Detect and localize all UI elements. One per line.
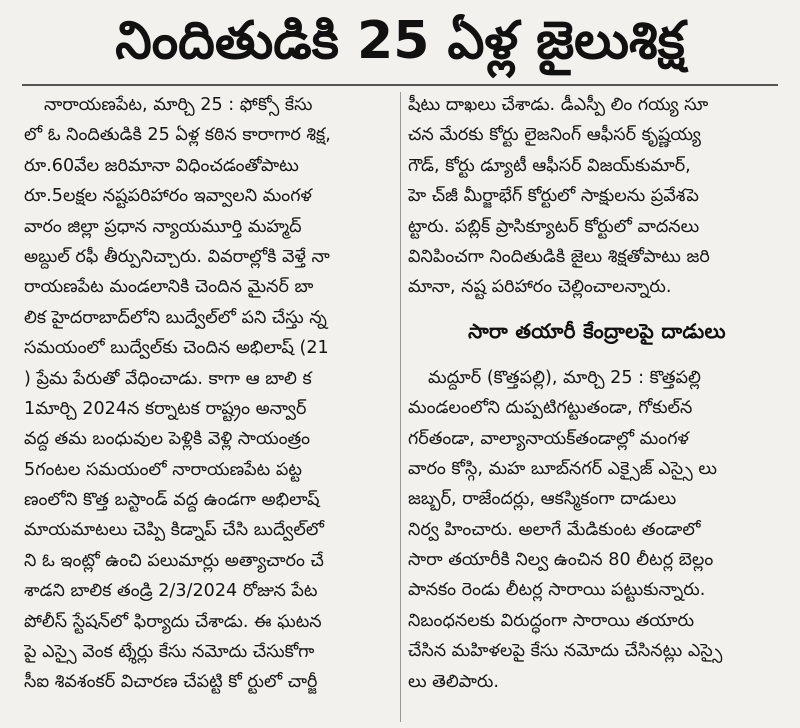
column-divider xyxy=(400,92,401,722)
text-line: లు తెలిపారు. xyxy=(408,671,499,692)
text-line: హె చ్‌జీ మీర్జాభేగ్ కోర్టులో సాక్షులను ప్రవేశపె xyxy=(408,186,699,207)
text-line: షీటు దాఖలు చేశాడు. డీఎస్పీ లిం గయ్య సూ xyxy=(408,95,709,115)
text-line: పానకం రెండు లీటర్ల సారాయి పట్టుకున్నారు. xyxy=(408,580,706,601)
text-line: ) ప్రేమ పేరుతో వేధించాడు. కాగా ఆ బాలి క xyxy=(24,368,312,389)
story1-continuation xyxy=(408,90,786,303)
text-line: చన మేరకు కోర్టు లైజనింగ్ ఆఫీసర్ కృష్ణయ్య xyxy=(408,125,701,146)
text-line: వినిపించగా నిందితుడికి జైలు శిక్షతోపాటు జరి xyxy=(408,246,710,267)
text-line: గౌడ్, కోర్టు డ్యూటీ ఆఫీసర్ విజయ్‌కుమార్, xyxy=(408,155,691,176)
text-line: మండలంలోని దుప్పటిగట్టుతండా, గోకుల్‌న xyxy=(408,398,693,419)
column-left xyxy=(24,90,402,720)
text-line: సమయంలో బుద్వేల్‌కు చెందిన అభిలాష్ (21 xyxy=(24,338,329,359)
text-line: ట్టారు. పబ్లిక్ ప్రాసిక్యూటర్ కోర్టులో వాదనలు xyxy=(408,216,700,237)
headline-rule xyxy=(22,84,778,86)
text-line: లిక హైదరాబాద్‌లోని బుద్వేల్‌లో పని చేస్తు న్న xyxy=(24,307,327,328)
text-line: జబ్బర్, రాజేందర్లు, ఆకస్మికంగా దాడులు xyxy=(408,489,677,510)
column-right xyxy=(408,90,786,720)
text-line: నిర్వ హించారు. అలాగే మేడికుంట తండాలో xyxy=(408,519,701,540)
text-line: వారం జిల్లా ప్రధాన న్యాయమూర్తి మహ్మద్ xyxy=(24,216,302,237)
text-line: లో ఓ నిందితుడికి 25 ఏళ్ల కఠిన కారాగార శిక్ష, xyxy=(24,125,331,146)
text-line: చేసిన మహిళలపై కేసు నమోదు చేసినట్లు ఎస్సై xyxy=(408,641,723,662)
story2-subheadline: సారా తయారీ కేంద్రాలపై దాడులు xyxy=(468,319,726,344)
text-line: మద్దూర్ (కొత్తపల్లి), మార్చి 25 : కొత్తపల్లి xyxy=(428,367,701,388)
story2-body xyxy=(408,363,786,697)
text-line: గర్‌తండా, వాల్యానాయక్‌తండాల్లో మంగళ xyxy=(408,428,689,449)
text-line: మానా, నష్ట పరిహారం చెల్లించాలన్నారు. xyxy=(408,277,672,298)
text-line: రాయణపేట మండలానికి చెందిన మైనర్ బా xyxy=(24,277,314,298)
text-line: సారా తయారీకి నిల్వ ఉంచిన 80 లీటర్ల బెల్లం xyxy=(408,550,714,571)
text-line: ణంలోని కొత్త బస్టాండ్ వద్ద ఉండగా అభిలాష్ xyxy=(24,490,320,511)
text-line: సీఐ శివశంకర్ విచారణ చేపట్టి కో ర్టులో చార్జీ xyxy=(24,672,318,693)
text-line: ని ఓ ఇంట్లో ఉంచి పలుమార్లు అత్యాచారం చే xyxy=(24,550,324,571)
text-line: శాడని బాలిక తండ్రి 2/3/2024 రోజున పేట xyxy=(24,581,318,602)
text-line: మాయమాటలు చెప్పి కిడ్నాప్ చేసి బుద్వేల్‌లో xyxy=(24,520,324,541)
text-line: రూ.5లక్షల నష్టపరిహారం ఇవ్వాలని మంగళ xyxy=(24,186,312,207)
headline: నిందితుడికి 25 ఏళ్ల జైలుశిక్ష xyxy=(115,11,685,71)
text-line: పై ఎస్సై వెంక ట్శేర్లు కేసు నమోదు చేసుకోగా xyxy=(24,642,315,663)
text-line: 5గంటల సమయంలో నారాయణపేట పట్ట xyxy=(24,459,302,480)
text-line: రూ.60వేల జరిమానా విధించడంతోపాటు xyxy=(24,155,299,176)
text-line: నారాయణపేట, మార్చి 25 : ఫోక్సో కేసు xyxy=(44,95,313,115)
text-line: అబ్దుల్ రఫీ తీర్పునిచ్చారు. వివరాల్లోకి వెళ్తే నా xyxy=(24,246,330,267)
text-line: పోలీస్ స్టేషన్‌లో ఫిర్యాదు చేశాడు. ఈ ఘటన xyxy=(24,611,322,632)
text-line: 1మార్చి 2024న కర్నాటక రాష్ట్రం అన్వార్ xyxy=(24,398,307,419)
text-line: వద్ద తమ బంధువుల పెళ్లికి వెళ్లి సాయంత్రం xyxy=(24,429,311,450)
text-line: వారం కోస్గి, మహ బూబ్‌నగర్ ఎక్సైజ్ ఎస్సై లు xyxy=(408,458,717,479)
subhead-box xyxy=(408,309,786,359)
text-line: నిబంధనలకు విరుద్ధంగా సారాయి తయారు xyxy=(408,610,695,631)
